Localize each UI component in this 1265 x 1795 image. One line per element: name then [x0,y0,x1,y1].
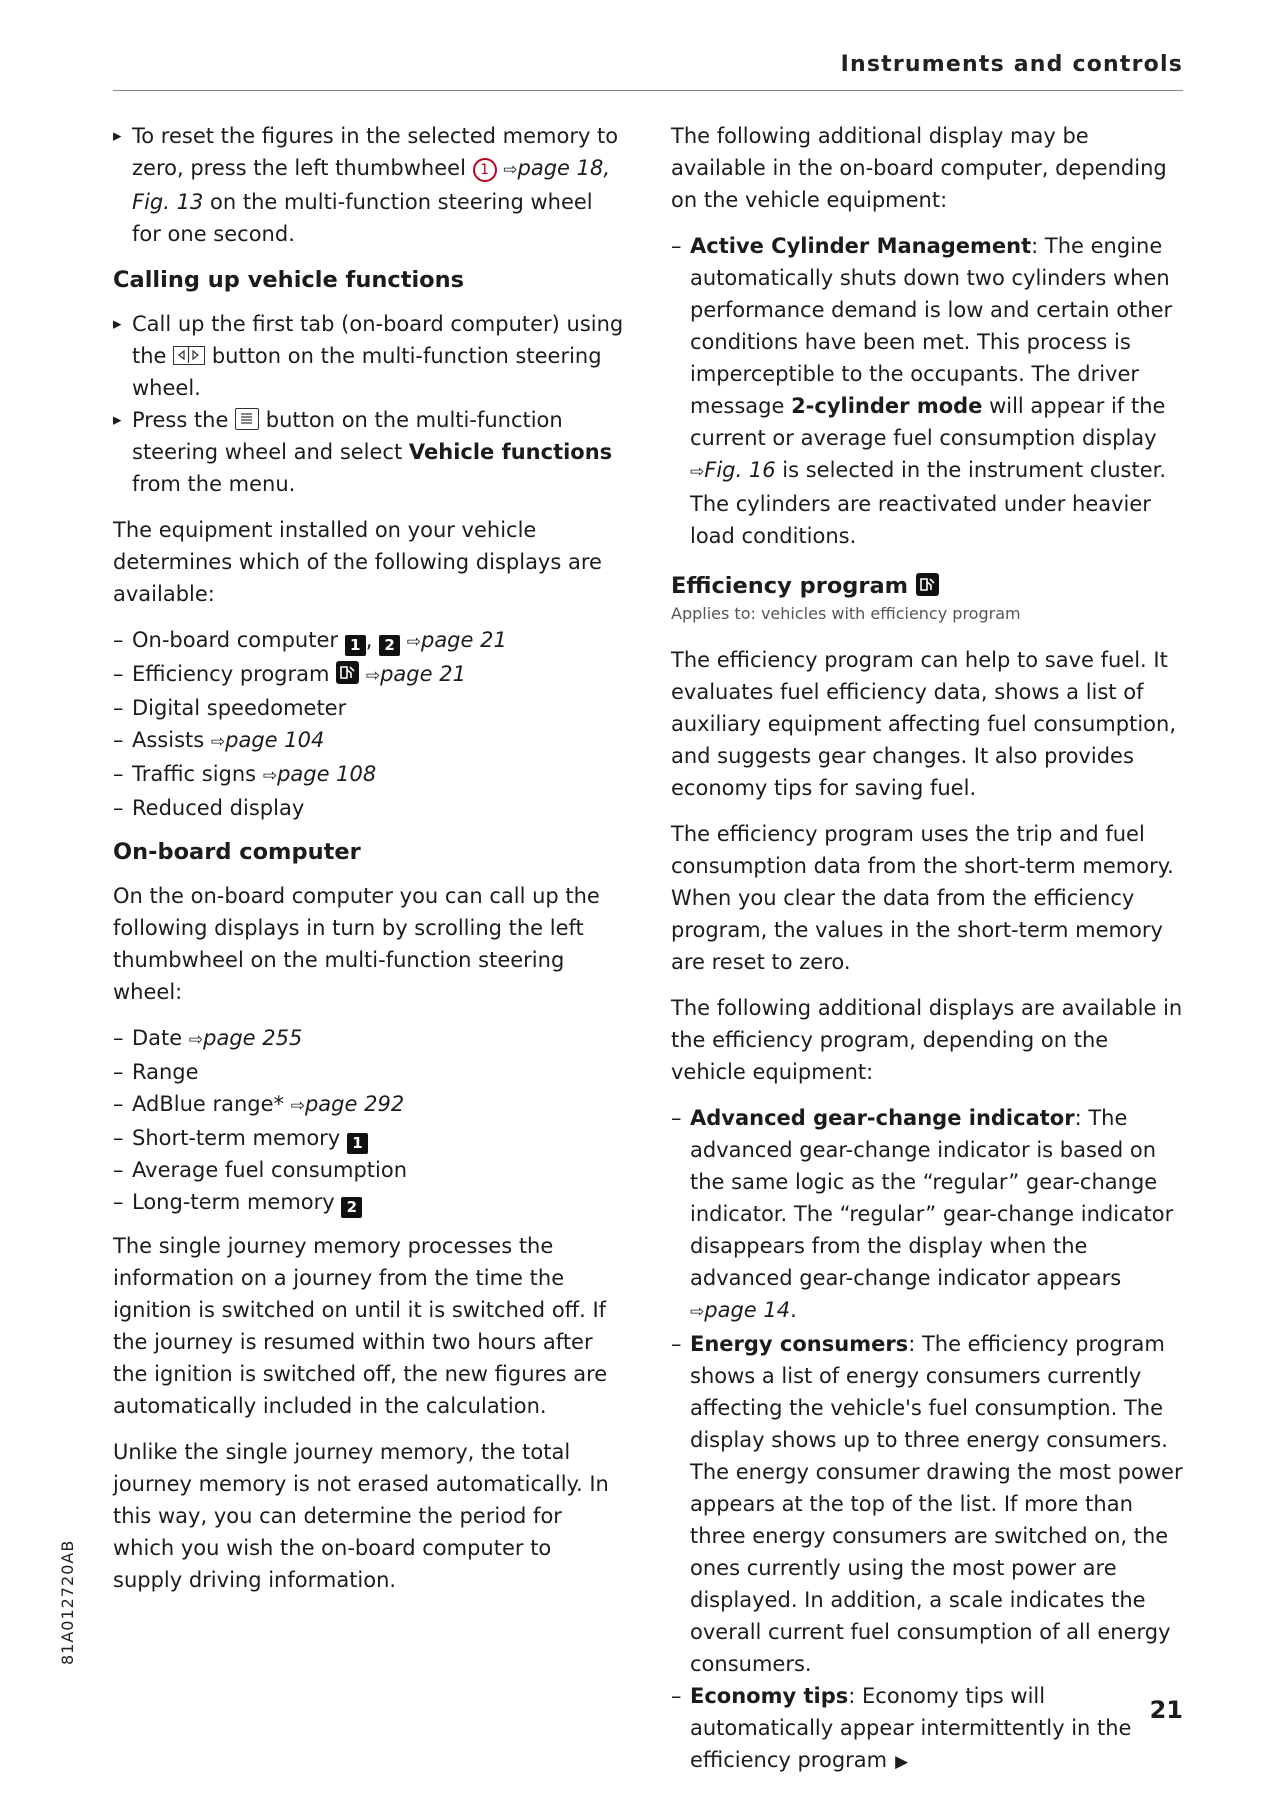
xref-link[interactable]: page 108 [277,762,377,786]
acm-text-1: : The engine automatically shuts down two cylinders when performance demand is low and certain other conditions have been met. This process is imperceptible to the occupants. The driver message [690,234,1173,418]
list-item-label: Long-term memory [132,1190,342,1214]
right-column [671,120,1183,1778]
call-step-2-text-b: button on the multi-function steering wheel and select [132,408,563,464]
acm-text-2: will appear if the current or average fuel consumption display [690,394,1166,450]
agci-text-1: : The advanced gear-change indicator is based on the same logic as the “regular” gear-change indicator. The “regular” gear-change indicator disappears from the display when the advanced gear-change indicator appears [690,1106,1174,1290]
running-header: Instruments and controls [840,52,1183,77]
onboard-displays-list [113,1022,625,1218]
economy-tips-item [671,1680,1183,1778]
list-item [113,758,625,792]
xref-arrow-icon: ⇨ [210,732,226,752]
xref-link[interactable]: page 21 [380,662,466,686]
onboard-paragraph: On the on-board computer you can call up the following displays in turn by scrolling the left thumbwheel on the multi-function steering wheel: [113,884,600,1004]
header-divider [113,90,1183,91]
efficiency-heading-text: Efficiency program [671,573,909,599]
applies-to-note: Applies to: vehicles with efficiency program [671,604,1021,623]
agci-text-2: . [790,1298,797,1322]
call-step-1-text-a: Call up the first tab (on-board computer) using the [132,312,624,368]
memory-2-badge: 2 [341,1197,362,1218]
vehicle-functions-label: Vehicle functions [408,440,613,464]
call-step-1-text-b: button on the multi-function steering wheel. [132,344,602,400]
list-item-label: On-board computer [132,628,345,652]
agci-xref[interactable]: page 14 [704,1298,791,1322]
efficiency-paragraph-2: The efficiency program uses the trip and fuel consumption data from the short-term memory. When you clear the data from the efficiency program, the values in the short-term memory are reset to zero. [671,822,1174,974]
list-separator: , [365,628,380,652]
page-number: 21 [1149,1696,1183,1724]
xref-arrow-icon: ⇨ [690,1302,705,1322]
call-step-2-text-a: Press the [132,408,236,432]
xref-arrow-icon: ⇨ [262,766,278,786]
tab-switch-button-icon [173,346,205,365]
xref-link[interactable]: page 255 [203,1026,303,1050]
agci-term: Advanced gear-change indicator [690,1106,1075,1130]
energy-consumers-term: Energy consumers [690,1332,909,1356]
xref-link[interactable]: page 21 [420,628,507,652]
economy-tips-text: : Economy tips will automatically appear intermittently in the efficiency program [690,1684,1132,1772]
memory-1-badge: 1 [347,1133,368,1154]
additional-display-paragraph: The following additional display may be available in the on-board computer, depending on the vehicle equipment: [671,124,1167,212]
memory-2-badge: 2 [379,635,400,656]
list-item [113,692,625,724]
onboard-heading: On-board computer [113,839,361,865]
reset-instruction [113,120,625,250]
list-item-label: Efficiency program [132,662,337,686]
list-item-label: Reduced display [132,796,305,820]
agci-item [671,1102,1183,1328]
list-item [113,624,625,658]
xref-arrow-icon: ⇨ [365,666,381,686]
acm-xref[interactable]: Fig. 16 [704,458,776,482]
call-step-1 [113,308,625,404]
efficiency-heading [671,570,1183,602]
single-journey-paragraph: The single journey memory processes the information on a journey from the time the ignition is switched on until it is switched off. If the journey is resumed within two hours after the ignition is switched off, the new figures are automatically included in the calculation. [113,1234,608,1418]
memory-1-badge: 1 [345,635,366,656]
menu-button-icon [235,408,259,430]
acm-text-3: is selected in the instrument cluster. The cylinders are reactivated under heavier load conditions. [690,458,1167,548]
call-step-2-text-c: from the menu. [132,472,296,496]
xref-link[interactable]: page 104 [225,728,325,752]
displays-list [113,624,625,824]
acm-item [671,230,1183,552]
list-item [113,1122,625,1154]
energy-consumers-item [671,1328,1183,1680]
list-item [113,658,625,692]
xref-link[interactable]: page 292 [304,1092,405,1116]
reset-text-1: To reset the figures in the selected memory to zero, press the left thumbwheel [132,124,619,180]
list-item-label: AdBlue range* [132,1092,291,1116]
acm-term: Active Cylinder Management [690,234,1032,258]
reset-text-2: on the multi-function steering wheel for one second. [132,190,593,246]
reset-xref[interactable]: page 18, Fig. 13 [132,156,611,214]
list-item-label: Short-term memory [132,1126,347,1150]
economy-tips-term: Economy tips [690,1684,849,1708]
efficiency-program-icon [336,661,359,684]
total-journey-paragraph: Unlike the single journey memory, the total journey memory is not erased automatically. In this way, you can determine the period for which you wish the on-board computer to supply driving information. [113,1440,609,1592]
xref-arrow-icon: ⇨ [406,632,421,652]
call-step-2 [113,404,625,500]
list-item [113,792,625,824]
list-item [113,724,625,758]
list-item-label: Range [132,1060,199,1084]
callout-1-icon: 1 [473,158,497,182]
list-item-label: Digital speedometer [132,696,347,720]
efficiency-program-icon [916,573,939,596]
list-item [113,1154,625,1186]
continued-arrow-icon: ▶ [895,1752,909,1772]
efficiency-paragraph-1: The efficiency program can help to save fuel. It evaluates fuel efficiency data, shows a list of auxiliary equipment affecting fuel consumption, and suggests gear changes. It also provides economy tips for saving fuel. [671,648,1176,800]
left-column [113,120,625,1610]
list-item [113,1088,625,1122]
document-code: 81A012720AB [58,1539,77,1665]
energy-consumers-text: : The efficiency program shows a list of energy consumers currently affecting the vehicle's fuel consumption. The display shows up to three energy consumers. The energy consumer drawing the most power appears at the top of the list. If more than three energy consumers are switched on, the ones currently using the most power are displayed. In addition, a scale indicates the overall current fuel consumption of all energy consumers. [690,1332,1183,1676]
list-item-label: Date [132,1026,189,1050]
xref-arrow-icon: ⇨ [290,1096,305,1116]
list-item [113,1186,625,1218]
xref-arrow-icon: ⇨ [188,1030,204,1050]
list-item-label: Assists [132,728,211,752]
list-item [113,1056,625,1088]
two-cylinder-mode-term: 2-cylinder mode [791,394,983,418]
equipment-paragraph: The equipment installed on your vehicle determines which of the following displays are available: [113,518,602,606]
list-item [113,1022,625,1056]
list-item-label: Average fuel consumption [132,1158,408,1182]
xref-arrow-icon: ⇨ [503,160,518,180]
calling-heading: Calling up vehicle functions [113,267,465,293]
xref-arrow-icon: ⇨ [690,462,705,482]
efficiency-paragraph-3: The following additional displays are available in the efficiency program, depending on the vehicle equipment: [671,996,1183,1084]
list-item-label: Traffic signs [132,762,263,786]
